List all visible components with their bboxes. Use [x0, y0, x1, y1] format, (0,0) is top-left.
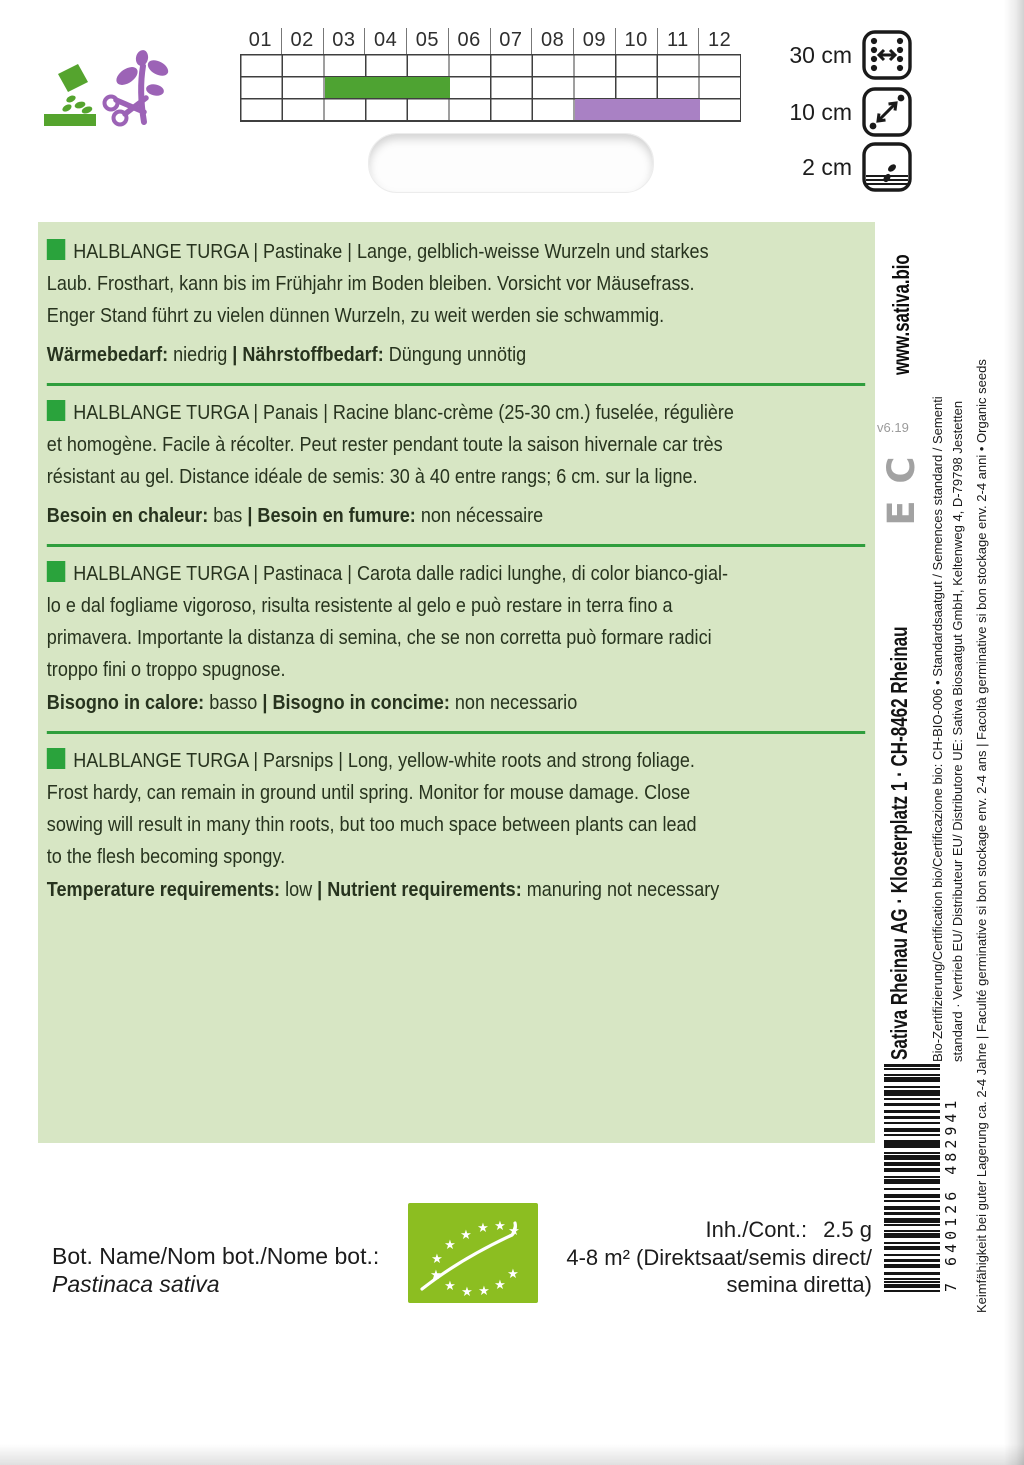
req-label: Temperature requirements:	[46, 878, 281, 901]
page-edge-shadow-right	[1004, 0, 1024, 1465]
req-label: Nutrient requirements:	[327, 878, 522, 901]
divider: |	[262, 691, 268, 714]
section-english	[47, 745, 874, 905]
month-label: 05	[406, 28, 448, 54]
plant-spacing-icon	[862, 87, 912, 137]
section-separator	[47, 383, 865, 386]
description-line	[47, 558, 874, 590]
req-value: non necessario	[454, 691, 578, 714]
content-info-block	[540, 1216, 872, 1299]
description-line: Laub. Frosthart, kann bis im Frühjahr im Boden bleiben. Vorsicht vor Mäusefrass.	[46, 272, 695, 295]
svg-text:★: ★	[444, 1279, 456, 1294]
plant-spacing	[756, 86, 912, 138]
month-label: 10	[615, 28, 657, 54]
month-label: 01	[248, 29, 272, 51]
description-line: to the flesh becoming spongy.	[46, 845, 286, 868]
divider: |	[232, 343, 238, 366]
req-value: bas	[213, 504, 243, 527]
month-label: 08	[531, 28, 573, 54]
distributor-line: standard · Vertrieb EU/ Distributeur EU/ Distributore UE: Sativa Biosaatgut GmbH, Keltenweg 4, D-79798 Jestetten	[950, 400, 965, 1062]
svg-text:★: ★	[507, 1267, 519, 1282]
green-square-bullet	[47, 239, 65, 260]
description-line	[47, 236, 874, 268]
sowing-depth-icon	[862, 142, 912, 192]
green-square-bullet	[47, 561, 65, 582]
row-spacing	[756, 29, 912, 81]
req-value: low	[285, 878, 313, 901]
divider: |	[317, 878, 323, 901]
row-spacing-icon	[862, 30, 912, 80]
content-label: Inh./Cont.:	[705, 1217, 808, 1242]
green-square-bullet	[47, 748, 65, 769]
description-line: sowing will result in many thin roots, but too much space between plants can lead	[46, 813, 697, 836]
content-line	[540, 1216, 872, 1244]
description-line: Frost hardy, can remain in ground until spring. Monitor for mouse damage. Close	[46, 781, 691, 804]
barcode-number: 7 640126 482941	[942, 1096, 960, 1292]
sowing-period-bar	[325, 77, 450, 98]
botanical-name-block	[52, 1242, 379, 1298]
content-value: 2.5 g	[823, 1217, 872, 1242]
svg-text:★: ★	[460, 1228, 472, 1243]
requirements-line	[47, 501, 874, 531]
green-square-bullet	[47, 400, 65, 421]
svg-text:★: ★	[444, 1238, 456, 1253]
req-label: Nährstoffbedarf:	[242, 343, 384, 366]
svg-text:★: ★	[430, 1268, 442, 1283]
ce-mark	[882, 450, 922, 533]
svg-text:★: ★	[431, 1252, 443, 1267]
month-label: 07	[490, 28, 532, 54]
coverage-line-2: semina diretta)	[726, 1272, 872, 1297]
month-label: 11	[657, 28, 699, 54]
section-separator	[47, 731, 865, 734]
company-address-text: Sativa Rheinau AG · Klosterplatz 1 · CH-8462 Rheinau	[886, 626, 912, 1060]
section-italian	[47, 558, 874, 718]
description-line: et homogène. Facile à récolter. Peut rester pendant toute la saison hivernale car très	[46, 433, 723, 456]
plant-spacing-label: 10 cm	[789, 98, 852, 125]
sowing-calendar	[240, 28, 740, 122]
svg-text:★: ★	[461, 1285, 473, 1300]
ce-letter-e: E	[880, 500, 923, 526]
svg-text:★: ★	[508, 1224, 520, 1239]
description-line: résistant au gel. Distance idéale de semis: 30 à 40 entre rangs; 6 cm. sur la ligne.	[46, 465, 698, 488]
description-panel-content	[38, 222, 874, 905]
requirements-line	[47, 875, 874, 905]
description-line: lo e dal fogliame vigoroso, risulta resistente al gelo e può restare in terra fino a	[46, 594, 673, 617]
requirements-line	[47, 688, 874, 718]
req-label: Bisogno in concime:	[272, 691, 450, 714]
month-label: 06	[448, 28, 490, 54]
req-label: Wärmebedarf:	[46, 343, 169, 366]
svg-text:★: ★	[494, 1219, 506, 1234]
month-label: 02	[281, 28, 323, 54]
harvest-scissors-icon	[100, 50, 170, 130]
req-value: Düngung unnötig	[388, 343, 527, 366]
ce-letter-c: C	[880, 456, 923, 484]
calendar-grid	[240, 54, 741, 122]
website-url	[888, 227, 922, 375]
section-french	[47, 397, 874, 531]
description-line	[47, 397, 874, 429]
page-edge-shadow-bottom	[0, 1444, 1024, 1465]
coverage-line-1: 4-8 m² (Direktsaat/semis direct/	[566, 1244, 872, 1270]
website-url-text: www.sativa.bio	[888, 254, 914, 375]
month-label: 03	[323, 28, 365, 54]
barcode	[884, 1064, 962, 1292]
requirements-line	[47, 340, 874, 370]
svg-text:★: ★	[477, 1221, 489, 1236]
calendar-month-labels	[240, 28, 740, 54]
sowing-depth-label: 2 cm	[802, 153, 852, 180]
req-label: Besoin en fumure:	[257, 504, 416, 527]
description-line: primavera. Importante la distanza di semina, che se non corretta può formare radici	[46, 626, 712, 649]
botanical-name: Pastinaca sativa	[52, 1271, 220, 1297]
barcode-bars	[884, 1064, 940, 1292]
description-text: HALBLANGE TURGA | Parsnips | Long, yellow-white roots and strong foliage.	[73, 749, 695, 772]
req-value: basso	[209, 691, 258, 714]
req-label: Bisogno in calore:	[46, 691, 205, 714]
description-text: HALBLANGE TURGA | Pastinake | Lange, gelblich-weisse Wurzeln und starkes	[73, 240, 709, 263]
certification-info	[928, 232, 970, 1062]
req-value: manuring not necessary	[526, 878, 720, 901]
month-label: 09	[573, 28, 615, 54]
row-spacing-label: 30 cm	[789, 41, 852, 68]
germination-info: Keimfähigkeit bei guter Lagerung ca. 2-4 Jahre | Faculté germinative si bon stockage env. 2-4 ans | Facoltà germinative si bon stockage env. 2-4 anni • Organic seeds	[974, 359, 989, 1313]
certification-line: Bio-Zertifizierung/Certification bio/Certificazione bio: CH-BIO-006 • Standardsaatgut / Semences standard / Sementi	[930, 396, 945, 1062]
req-label: Besoin en chaleur:	[46, 504, 209, 527]
month-label: 04	[364, 28, 406, 54]
month-label: 12	[698, 28, 740, 54]
req-value: non nécessaire	[420, 504, 544, 527]
description-text: HALBLANGE TURGA | Panais | Racine blanc-crème (25-30 cm.) fuselée, régulière	[73, 401, 734, 424]
svg-text:★: ★	[478, 1284, 490, 1299]
sowing-depth	[756, 141, 912, 193]
harvest-period-bar	[575, 99, 700, 120]
eu-organic-logo	[408, 1203, 538, 1303]
botanical-name-label: Bot. Name/Nom bot./Nome bot.:	[52, 1243, 380, 1269]
description-panel	[38, 222, 875, 1143]
description-line: troppo fini o troppo spugnose.	[46, 658, 286, 681]
description-line	[47, 745, 874, 777]
section-separator	[47, 544, 865, 547]
hang-hole-cutout	[368, 133, 654, 193]
sowing-icon	[42, 62, 98, 128]
svg-text:★: ★	[494, 1278, 506, 1293]
company-address	[886, 545, 924, 1060]
section-german	[47, 236, 874, 370]
version-label: v6.19	[877, 420, 909, 435]
req-value: niedrig	[173, 343, 228, 366]
divider: |	[247, 504, 253, 527]
description-line: Enger Stand führt zu vielen dünnen Wurzeln, zu weit werden sie schwammig.	[46, 304, 665, 327]
description-text: HALBLANGE TURGA | Pastinaca | Carota dalle radici lunghe, di color bianco-gial-	[73, 562, 728, 585]
